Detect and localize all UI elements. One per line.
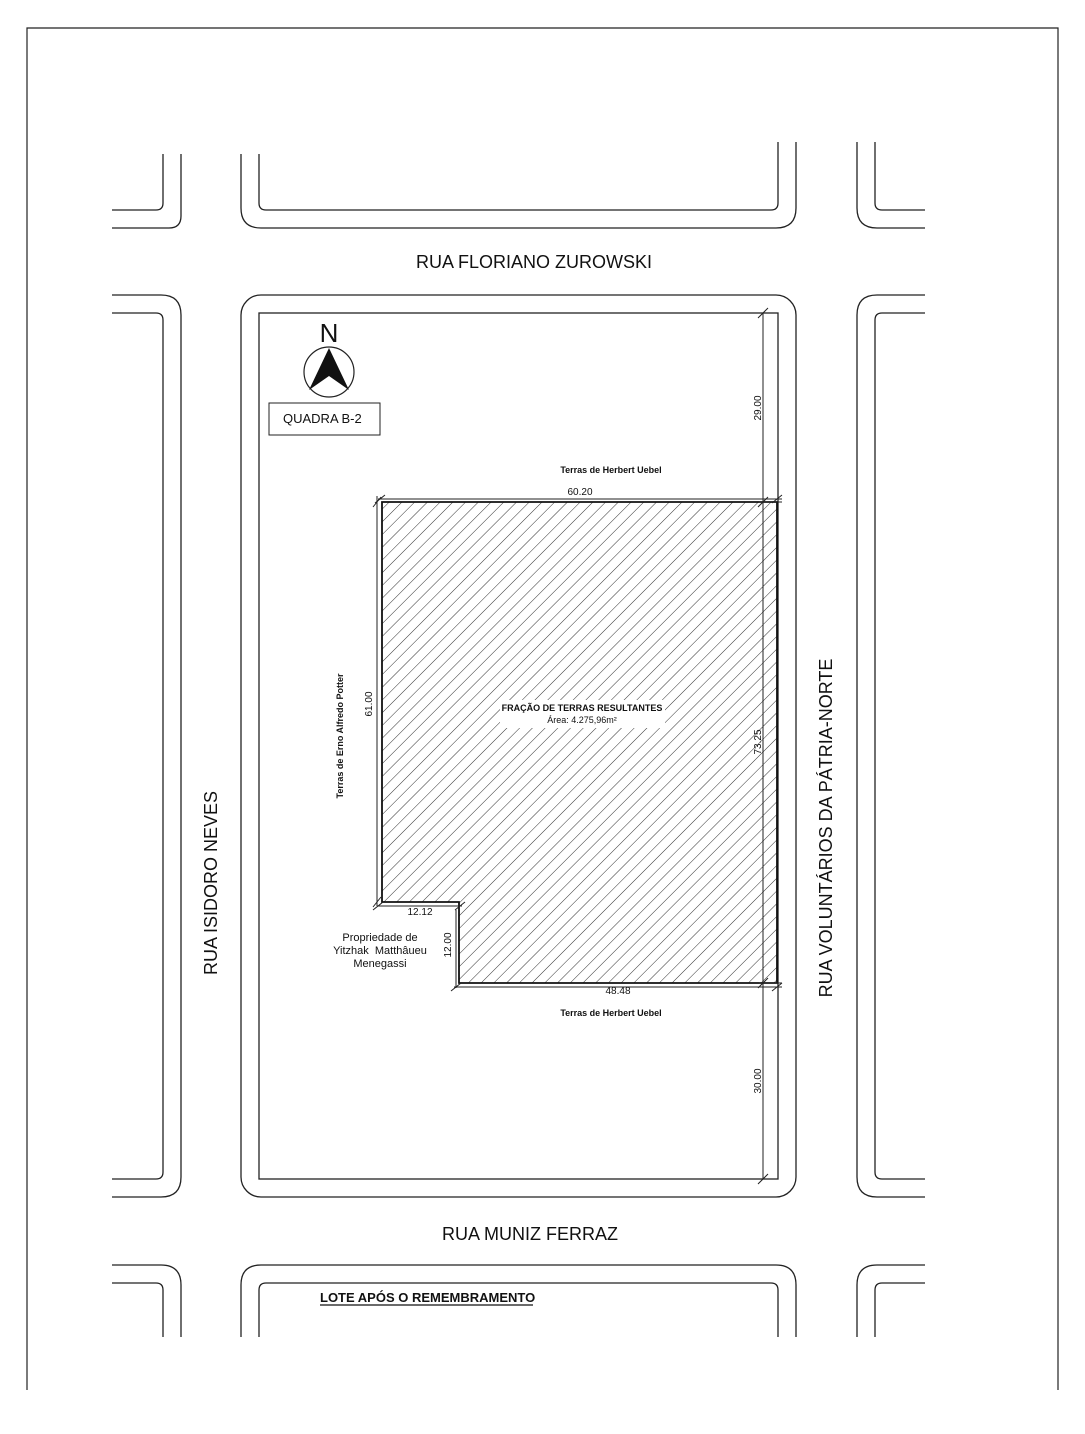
street-south-label: RUA MUNIZ FERRAZ (441, 1224, 619, 1244)
footer-title-text: LOTE APÓS O REMEMBRAMENTO (320, 1290, 536, 1305)
dim-notch-horizontal: 12.12 (407, 907, 433, 918)
neighbor-corner-label (333, 932, 427, 970)
neighbor-south-label: Terras de Herbert Uebel (560, 1008, 662, 1018)
north-letter: N (319, 318, 339, 348)
neighbor-corner-line1: Propriedade de (342, 932, 418, 944)
parcel-area: Área: 4.275,96m² (547, 715, 617, 725)
neighbor-west-label: Terras de Erno Alfredo Potter (335, 673, 345, 799)
block-label-box (269, 403, 380, 435)
block-top-center (241, 142, 796, 228)
parcel[interactable] (382, 502, 777, 983)
neighbor-corner-line2: Yitzhak Matthâueu (333, 945, 427, 957)
block-top-right (857, 142, 925, 228)
street-north-label: RUA FLORIANO ZUROWSKI (415, 252, 653, 272)
block-top-left (112, 154, 181, 228)
footer-title (320, 1290, 535, 1305)
dim-bottom: 48.48 (605, 986, 631, 997)
north-arrow-icon (304, 318, 354, 397)
dim-left: 61.00 (364, 691, 375, 717)
block-left (112, 295, 181, 1197)
street-west-label: RUA ISIDORO NEVES (201, 790, 221, 976)
parcel-title: FRAÇÃO DE TERRAS RESULTANTES (501, 703, 663, 713)
dim-top: 60.20 (567, 487, 593, 498)
block-bottom-right (857, 1265, 925, 1337)
dim-right: 73.25 (753, 729, 764, 755)
neighbor-corner-line3: Menegassi (353, 958, 407, 970)
neighbor-north-label: Terras de Herbert Uebel (560, 465, 662, 475)
block-right (857, 295, 925, 1197)
block-bottom-left (112, 1265, 181, 1337)
dim-notch-vertical: 12.00 (443, 932, 454, 958)
dim-north-setback: 29.00 (753, 395, 764, 421)
street-east-label: RUA VOLUNTÁRIOS DA PÁTRIA-NORTE (816, 658, 836, 998)
parcel-label (500, 700, 665, 728)
block-label-text: QUADRA B-2 (283, 411, 362, 426)
dim-south-setback: 30.00 (753, 1068, 764, 1094)
